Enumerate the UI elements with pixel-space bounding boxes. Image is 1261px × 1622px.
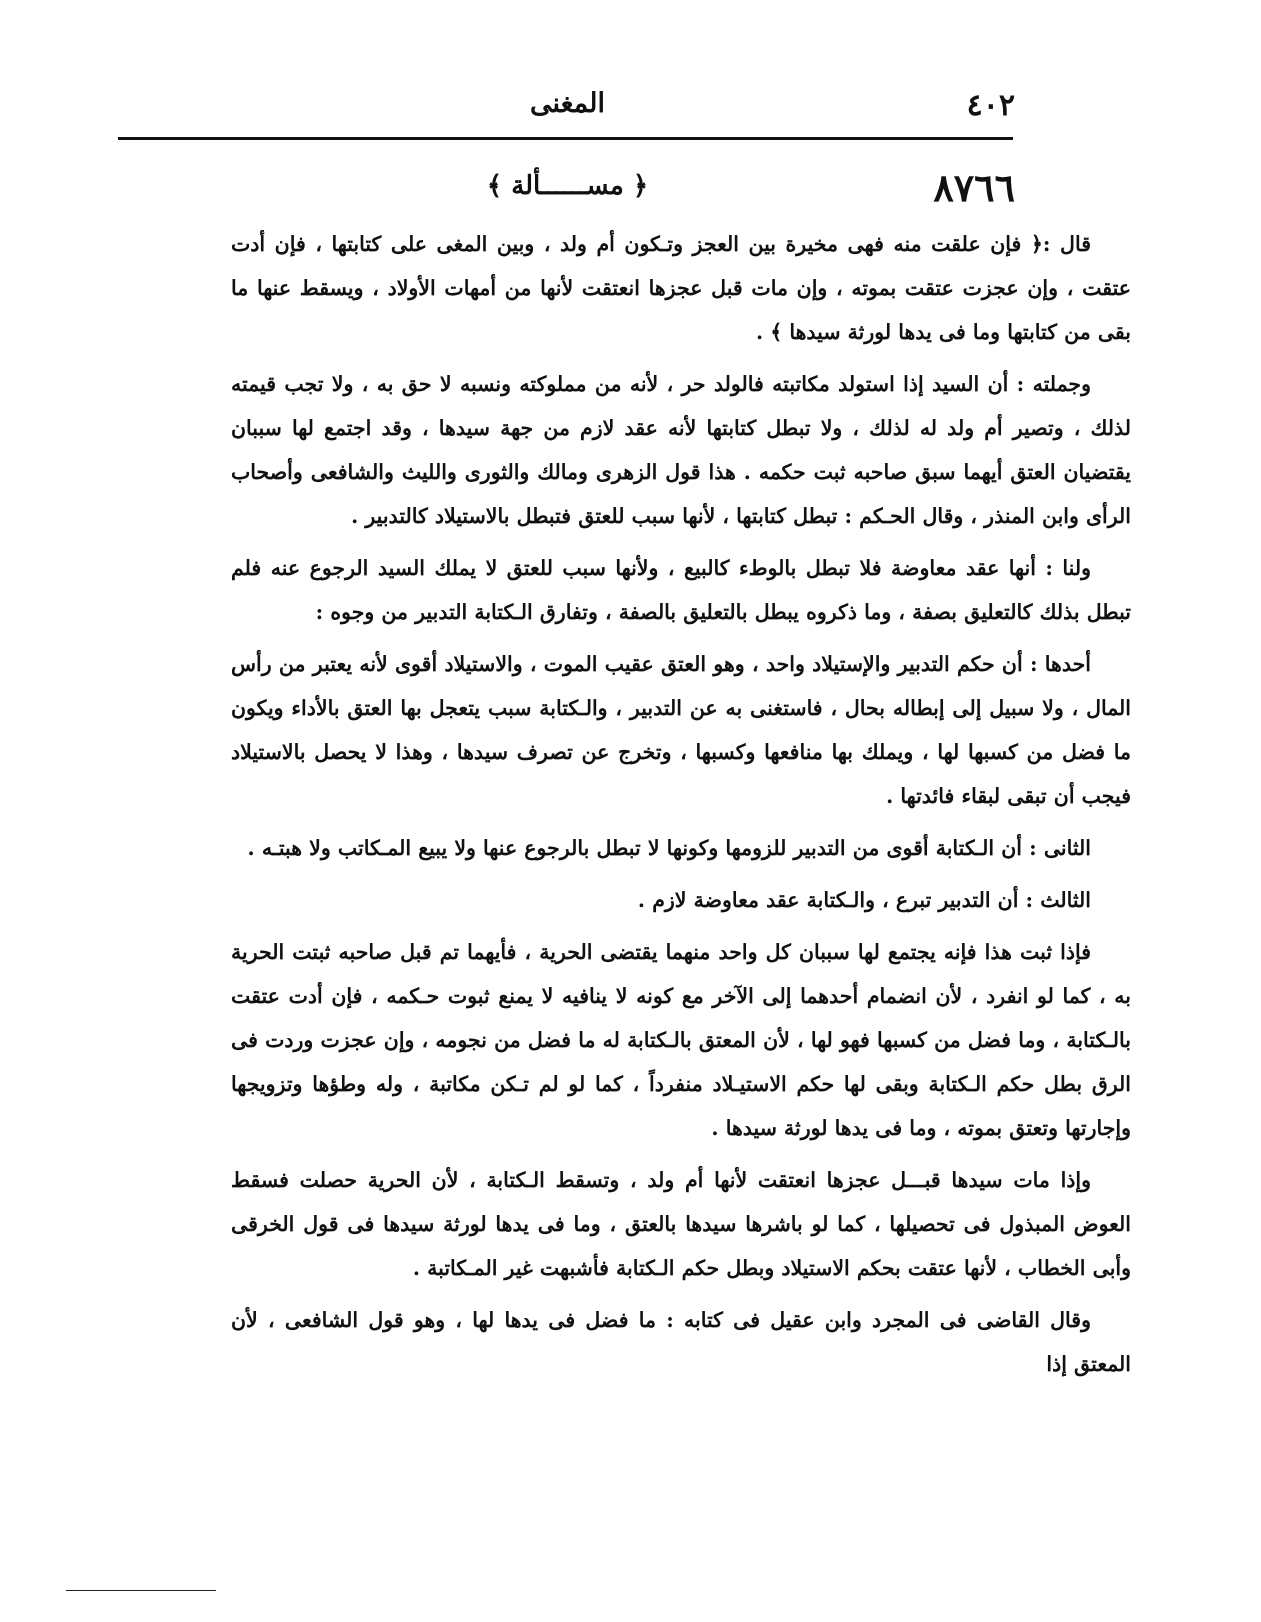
paragraph-1: قال :﴿ فإن علقت منه فهى مخيرة بين العجز وتـكون أم ولد ، وبين المغى على كتابتها ، فإن أدت عتقت ، وإن عجزت عتقت بموته ، وإن مات قبل عجزها انعتقت لأنها من أمهات الأولاد ، ويسقط عنها ما بقى من كتابتها وما فى يدها لورثة سيدها ﴾ . bbox=[231, 232, 1131, 344]
paragraph-6: الثالث : أن التدبير تبرع ، والـكتابة عقد معاوضة لازم . bbox=[637, 888, 1091, 912]
paragraph-7: فإذا ثبت هذا فإنه يجتمع لها سببان كل واحد منهما يقتضى الحرية ، فأيهما تم قبل صاحبه ثبتت الحرية به ، كما لو انفرد ، لأن انضمام أحدهما إلى الآخر مع كونه لا ينافيه لا يمنع ثبوت حـكمه ، فإن أدت عتقت بالـكتابة ، وما فضل من كسبها فهو لها ، لأن المعتق بالـكتابة له ما فضل من نجومه ، وإن عجزت وردت فى الرق بطل حكم الـكتابة وبقى لها حكم الاستيـلاد منفرداً ، كما لو لم تـكن مكاتبة ، وله وطؤها وتزويجها وإجارتها وتعتق بموته ، وما فى يدها لورثة سيدها . bbox=[231, 940, 1131, 1140]
issue-title: ﴿ مســــــألة ﴾ bbox=[486, 171, 649, 201]
header-rule bbox=[118, 137, 1013, 140]
page-number: ٤٠٢ bbox=[966, 88, 1015, 123]
body-text bbox=[231, 222, 1131, 1394]
paragraph-4: أحدها : أن حكم التدبير والإستيلاد واحد ، وهو العتق عقيب الموت ، والاستيلاد أقوى لأنه يعتبر من رأس المال ، ولا سبيل إلى إبطاله بحال ، فاستغنى به عن التدبير ، والـكتابة سبب يتعجل بها العتق بالأداء ويكون ما فضل من كسبها لها ، ويملك بها منافعها وكسبها ، وتخرج عن تصرف سيدها ، وهذا لا يحصل بالاستيلاد فيجب أن تبقى لبقاء فائدتها . bbox=[231, 652, 1131, 808]
paragraph-8: وإذا مات سيدها قبـــل عجزها انعتقت لأنها أم ولد ، وتسقط الـكتابة ، لأن الحرية حصلت فسقط العوض المبذول فى تحصيلها ، كما لو باشرها سيدها بالعتق ، وما فى يدها لورثة سيدها فى قول الخرقى وأبى الخطاب ، لأنها عتقت بحكم الاستيلاد وبطل حكم الـكتابة فأشبهت غير المـكاتبة . bbox=[231, 1168, 1131, 1280]
paragraph-2: وجملته : أن السيد إذا استولد مكاتبته فالولد حر ، لأنه من مملوكته ونسبه لا حق به ، ولا تجب قيمته لذلك ، وتصير أم ولد له لذلك ، ولا تبطل كتابتها لأنه عقد لازم من جهة سيدها ، وقد اجتمع لها سببان يقتضيان العتق أيهما سبق صاحبه ثبت حكمه . هذا قول الزهرى ومالك والثورى والليث والشافعى وأصحاب الرأى وابن المنذر ، وقال الحـكم : تبطل كتابتها ، لأنها سبب للعتق فتبطل بالاستيلاد كالتدبير . bbox=[231, 372, 1131, 528]
paragraph-3: ولنا : أنها عقد معاوضة فلا تبطل بالوطء كالبيع ، ولأنها سبب للعتق لا يملك السيد الرجوع عنه فلم تبطل بذلك كالتعليق بصفة ، وما ذكروه يبطل بالتعليق بالصفة ، وتفارق الـكتابة التدبير من وجوه : bbox=[231, 556, 1131, 624]
page-header bbox=[120, 88, 1015, 128]
issue-heading bbox=[120, 165, 1015, 215]
paragraph-9: وقال القاضى فى المجرد وابن عقيل فى كتابه : ما فضل فى يدها لها ، وهو قول الشافعى ، لأن المعتق إذا bbox=[231, 1308, 1131, 1376]
footnote-rule bbox=[66, 1590, 216, 1591]
issue-number: ٨٧٦٦ bbox=[933, 165, 1015, 210]
paragraph-5: الثانى : أن الـكتابة أقوى من التدبير للزومها وكونها لا تبطل بالرجوع عنها ولا يبيع المـكاتب ولا هبتـه . bbox=[247, 836, 1091, 860]
running-title: المغنى bbox=[529, 88, 605, 119]
